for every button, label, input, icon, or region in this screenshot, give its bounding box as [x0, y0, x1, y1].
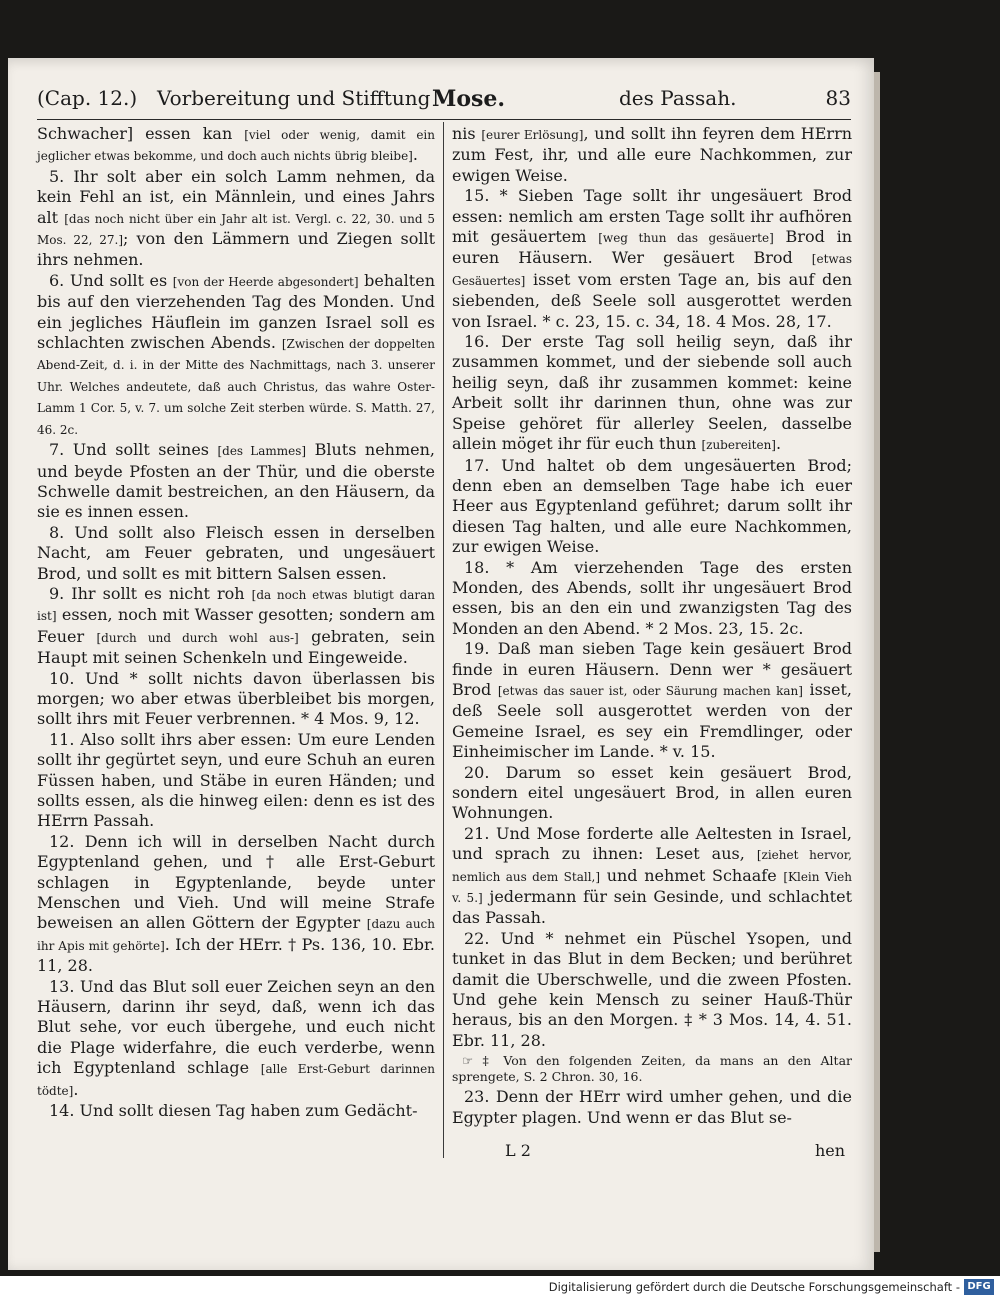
catchword: hen: [815, 1141, 846, 1160]
page-edge: [874, 72, 880, 1252]
footer-funding-text: Digitalisierung gefördert durch die Deutsche Forschungsgemeinschaft -: [548, 1280, 960, 1294]
verse: 19. Daß man sieben Tage kein gesäuert Brod finde in euren Häusern. Denn wer * gesäuert Brod [etwas das sauer ist, oder Säurung machen kan] isset, deß Seele soll ausgerottet werden von der Gemeine Israel, es sey ein Fremdlinger, oder Einheimischer im Lande. * v. 15.: [452, 639, 852, 762]
dfg-logo: DFG: [964, 1279, 994, 1295]
signature-mark: L 2: [505, 1141, 531, 1160]
header-title: Vorbereitung und Stifftung: [157, 86, 431, 110]
right-column: [452, 124, 852, 1128]
verse: 10. Und * sollt nichts davon überlassen bis morgen; wo aber etwas überbleibet bis morgen, sollt ihrs mit Feuer verbrennen. * 4 Mos. 9, 12.: [37, 668, 435, 729]
header-book-name: Mose.: [432, 86, 506, 112]
footer-bar: [0, 1276, 1000, 1299]
verse: 20. Darum so esset kein gesäuert Brod, sondern eitel ungesäuert Brod, in allen euren Wohnungen.: [452, 762, 852, 823]
verse: 16. Der erste Tag soll heilig seyn, daß ihr zusammen kommet, und der siebende soll auch heilig seyn, daß ihr zusammen kommet: keine Arbeit sollt ihr darinnen thun, ohne was zur Speise gehöret für allerley Seelen, dasselbe allein möget ihr für euch thun [zubereiten].: [452, 332, 852, 454]
verse: 12. Denn ich will in derselben Nacht durch Egyptenland gehen, und † alle Erst-Geburt schlagen in Egyptenlande, beyde unter Menschen und Vieh. Und will meine Strafe beweisen an allen Göttern der Egypter [dazu auch ihr Apis mit gehörte]. Ich der HErr. † Ps. 136, 10. Ebr. 11, 28.: [37, 831, 436, 976]
left-column: [37, 124, 435, 1122]
verse: 21. Und Mose forderte alle Aeltesten in Israel, und sprach zu ihnen: Leset aus, [ziehet hervor, nemlich aus dem Stall,] und nehmet Schaafe [Klein Vieh v. 5.] jedermann für sein Gesinde, und schlachtet das Passah.: [452, 823, 853, 928]
verse: 13. Und das Blut soll euer Zeichen seyn an den Häusern, darinn ihr seyd, daß, wenn ich das Blut sehe, vor euch übergehe, und euch nicht die Plage widerfahre, die euch verderbe, wenn ich Egyptenland schlage [alle Erst-Geburt darinnen tödte].: [37, 976, 435, 1099]
verse: 7. Und sollt seines [des Lammes] Bluts nehmen, und beyde Pfosten an der Thür, und die oberste Schwelle damit bestreichen, an den Häusern, da sie es innen essen.: [37, 440, 435, 522]
header-chapter: (Cap. 12.): [37, 86, 138, 110]
column-divider: [443, 122, 444, 1158]
verse: 18. * Am vierzehenden Tage des ersten Monden, des Abends, sollt ihr ungesäuert Brod essen, bis an den ein und zwanzigsten Tag des Monden an den Abend. * 2 Mos. 23, 15. 2c.: [452, 557, 852, 638]
footnote: ☞ ‡ Von den folgenden Zeiten, da mans an den Altar sprengete, S. 2 Chron. 30, 16.: [452, 1053, 852, 1085]
page-number: 83: [825, 86, 851, 110]
verse: nis [eurer Erlösung], und sollt ihn feyren dem HErrn zum Fest, ihr, und alle eure Nachkommen, zur ewigen Weise.: [452, 124, 853, 185]
verse: 9. Ihr sollt es nicht roh [da noch etwas blutigt daran ist] essen, noch mit Wasser gesotten; sondern am Feuer [durch und durch wohl aus-] gebraten, sein Haupt mit seinen Schenkeln und Eingeweide.: [37, 583, 436, 668]
verse: 5. Ihr solt aber ein solch Lamm nehmen, da kein Fehl an ist, ein Männlein, und eines Jahrs alt [das noch nicht über ein Jahr alt ist. Vergl. c. 22, 30. und 5 Mos. 22, 27.]; von den Lämmern und Ziegen sollt ihrs nehmen.: [37, 166, 436, 270]
running-header: [37, 84, 851, 118]
verse: 23. Denn der HErr wird umher gehen, und die Egypter plagen. Und wenn er das Blut se-: [452, 1087, 852, 1127]
verse: 15. * Sieben Tage sollt ihr ungesäuert Brod essen: nemlich am ersten Tage sollt ihr aufhören mit gesäuertem [weg thun das gesäuerte] Brod in euren Häusern. Wer gesäuert Brod [etwas Gesäuertes] isset vom ersten Tage an, bis auf den siebenden, deß Seele soll ausgerottet werden von Israel. * c. 23, 15. c. 34, 18. 4 Mos. 28, 17.: [452, 186, 853, 331]
verse: 11. Also sollt ihrs aber essen: Um eure Lenden sollt ihr gegürtet seyn, und eure Schuh an euren Füssen haben, und Stäbe in euren Händen; und sollts essen, als die hinweg eilen: denn es ist des HErrn Passah.: [37, 729, 435, 831]
verse: 8. Und sollt also Fleisch essen in derselben Nacht, am Feuer gebraten, und ungesäuert Brod, und sollt es mit bittern Salsen essen.: [37, 522, 435, 583]
header-subject: des Passah.: [619, 86, 737, 110]
verse: 6. Und sollt es [von der Heerde abgesondert] behalten bis auf den vierzehenden Tag des Monden. Und ein jegliches Häuflein im ganzen Israel soll es schlachten zwischen Abends. [Zwischen der doppelten Abend-Zeit, d. i. in der Mitte des Nachmittags, nach 3. unserer Uhr. Welches andeutete, daß auch Christus, das wahre Oster-Lamm 1 Cor. 5, v. 7. um solche Zeit sterben würde. S. Matth. 27, 46. 2c.: [37, 270, 436, 437]
verse: 14. Und sollt diesen Tag haben zum Gedächt-: [49, 1101, 418, 1121]
verse: 22. Und * nehmet ein Püschel Ysopen, und tunket in das Blut in dem Becken; und berühret damit die Uberschwelle, und die zween Pfosten. Und gehe kein Mensch zu seiner Hauß-Thür heraus, bis an den Morgen. ‡ * 3 Mos. 14, 4. 51. Ebr. 11, 28.: [452, 928, 852, 1050]
verse: Schwacher] essen kan [viel oder wenig, damit ein jeglicher etwas bekomme, und doch auch nichts übrig bleibe].: [37, 124, 435, 165]
header-rule: [37, 119, 851, 120]
verse: 17. Und haltet ob dem ungesäuerten Brod; denn eben an demselben Tage habe ich euer Heer aus Egyptenland geführet; darum sollt ihr diesen Tag halten, und alle eure Nachkommen, zur ewigen Weise.: [452, 455, 852, 557]
